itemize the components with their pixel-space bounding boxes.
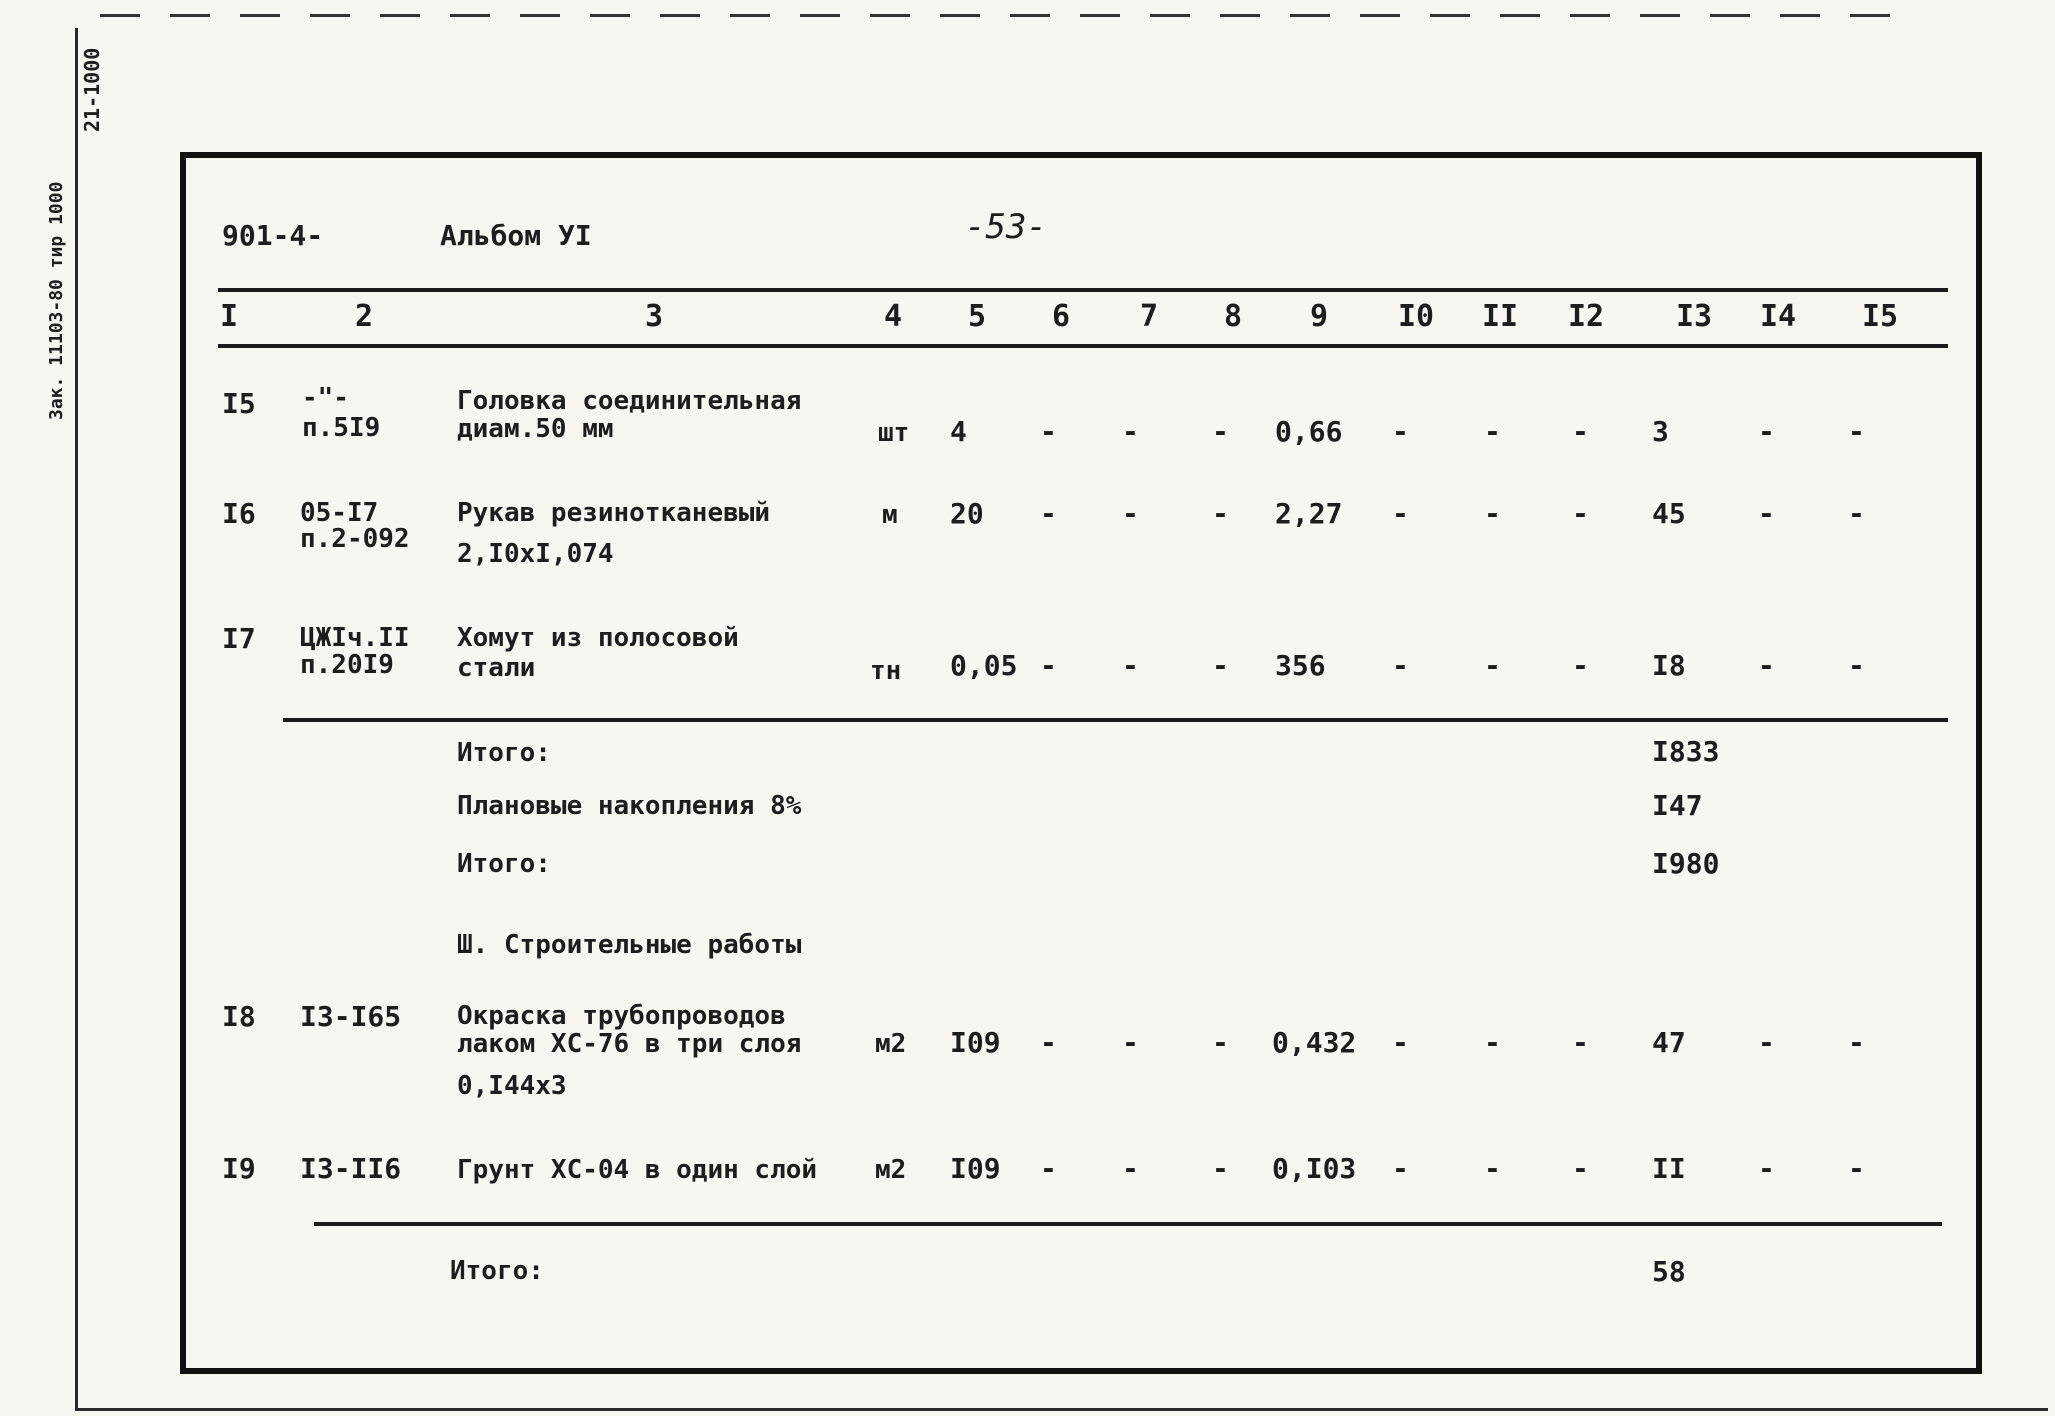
row-c8: - bbox=[1212, 649, 1229, 682]
row-qty: 0,05 bbox=[950, 649, 1018, 682]
subtotal-rule bbox=[283, 718, 1948, 722]
row-c11: - bbox=[1484, 497, 1501, 530]
total-label: Итого: bbox=[457, 849, 551, 879]
col-11: II bbox=[1482, 299, 1519, 334]
header-rule-bottom bbox=[218, 344, 1948, 348]
row-c10: - bbox=[1392, 497, 1409, 530]
row-name-line1: Рукав резинотканевый bbox=[457, 498, 771, 528]
row-name-line1: Окраска трубопроводов bbox=[457, 1001, 786, 1031]
row-c11: - bbox=[1484, 1152, 1501, 1185]
subtotal-label: Итого: bbox=[457, 738, 551, 768]
row-c15: - bbox=[1848, 1026, 1865, 1059]
row-name-line2: 2,I0хI,074 bbox=[457, 539, 614, 569]
col-1: I bbox=[220, 299, 239, 334]
col-3: 3 bbox=[645, 299, 664, 334]
col-8: 8 bbox=[1224, 299, 1243, 334]
row-c12: - bbox=[1572, 649, 1589, 682]
row-code: I3-I65 bbox=[300, 1000, 402, 1033]
row-c11: - bbox=[1484, 415, 1501, 448]
row-unit: м bbox=[882, 500, 898, 530]
row-number: I7 bbox=[222, 622, 256, 655]
row-price: 0,432 bbox=[1272, 1026, 1357, 1059]
row-unit: тн bbox=[870, 656, 902, 686]
row-c10: - bbox=[1392, 415, 1409, 448]
col-9: 9 bbox=[1310, 299, 1329, 334]
col-6: 6 bbox=[1052, 299, 1071, 334]
row-price: 0,66 bbox=[1275, 415, 1343, 448]
final-total-value: 58 bbox=[1652, 1255, 1686, 1288]
final-rule bbox=[314, 1222, 1942, 1226]
row-name-line1: Грунт ХС-04 в один слой bbox=[457, 1155, 818, 1185]
row-unit: шт bbox=[878, 418, 910, 448]
row-name-line2: стали bbox=[457, 653, 536, 683]
row-total: I8 bbox=[1652, 649, 1686, 682]
col-5: 5 bbox=[968, 299, 987, 334]
col-14: I4 bbox=[1760, 299, 1797, 334]
row-unit: м2 bbox=[875, 1029, 907, 1059]
row-c8: - bbox=[1212, 1026, 1229, 1059]
row-name-line1: Хомут из полосовой bbox=[457, 623, 739, 653]
row-c8: - bbox=[1212, 1152, 1229, 1185]
doc-code: 901-4- bbox=[222, 219, 324, 252]
row-name-line2: лаком ХС-76 в три слоя bbox=[457, 1029, 802, 1059]
row-unit: м2 bbox=[875, 1155, 907, 1185]
row-c12: - bbox=[1572, 1026, 1589, 1059]
planned-accumulation-value: I47 bbox=[1652, 789, 1703, 822]
row-qty: 4 bbox=[950, 415, 967, 448]
row-total: 47 bbox=[1652, 1026, 1686, 1059]
row-code-line2: п.5I9 bbox=[302, 413, 381, 443]
final-total-label: Итого: bbox=[450, 1256, 544, 1286]
subtotal-value: I833 bbox=[1652, 735, 1720, 768]
col-15: I5 bbox=[1862, 299, 1899, 334]
col-2: 2 bbox=[355, 299, 374, 334]
row-code-line1: -"- bbox=[302, 383, 349, 413]
planned-accumulation-label: Плановые накопления 8% bbox=[457, 791, 802, 821]
row-name-line1: Головка соединительная bbox=[457, 386, 802, 416]
row-total: II bbox=[1652, 1152, 1686, 1185]
row-price: 2,27 bbox=[1275, 497, 1343, 530]
row-number: I8 bbox=[222, 1000, 256, 1033]
col-7: 7 bbox=[1140, 299, 1159, 334]
row-c14: - bbox=[1758, 1152, 1775, 1185]
row-code: I3-II6 bbox=[300, 1152, 402, 1185]
row-c6: - bbox=[1040, 649, 1057, 682]
row-number: I5 bbox=[222, 387, 256, 420]
row-number: I9 bbox=[222, 1152, 256, 1185]
row-c7: - bbox=[1122, 1152, 1139, 1185]
row-c10: - bbox=[1392, 649, 1409, 682]
row-c6: - bbox=[1040, 497, 1057, 530]
row-code-line1: ЦЖIч.II bbox=[300, 623, 410, 653]
row-c7: - bbox=[1122, 497, 1139, 530]
page-number: -53- bbox=[965, 207, 1047, 247]
row-c6: - bbox=[1040, 1152, 1057, 1185]
row-c12: - bbox=[1572, 497, 1589, 530]
row-code-line2: п.2-092 bbox=[300, 524, 410, 554]
row-c6: - bbox=[1040, 1026, 1057, 1059]
side-stamp-1: 21-1000 bbox=[80, 47, 104, 132]
row-c11: - bbox=[1484, 649, 1501, 682]
row-c7: - bbox=[1122, 1026, 1139, 1059]
header-rule-top bbox=[218, 288, 1948, 292]
row-c11: - bbox=[1484, 1026, 1501, 1059]
side-stamp-2: Зак. 11103-80 тир 1000 bbox=[46, 181, 67, 420]
col-10: I0 bbox=[1398, 299, 1435, 334]
row-c7: - bbox=[1122, 649, 1139, 682]
row-c8: - bbox=[1212, 497, 1229, 530]
row-c15: - bbox=[1848, 415, 1865, 448]
col-4: 4 bbox=[884, 299, 903, 334]
row-c14: - bbox=[1758, 1026, 1775, 1059]
row-c15: - bbox=[1848, 1152, 1865, 1185]
section-title: Ш. Строительные работы bbox=[457, 930, 802, 960]
row-c14: - bbox=[1758, 415, 1775, 448]
row-c15: - bbox=[1848, 649, 1865, 682]
row-c15: - bbox=[1848, 497, 1865, 530]
row-c10: - bbox=[1392, 1152, 1409, 1185]
row-code-line1: 05-I7 bbox=[300, 498, 379, 528]
top-edge-line bbox=[100, 14, 1900, 17]
row-c12: - bbox=[1572, 1152, 1589, 1185]
row-price: 0,I03 bbox=[1272, 1152, 1357, 1185]
row-c7: - bbox=[1122, 415, 1139, 448]
row-c6: - bbox=[1040, 415, 1057, 448]
row-name-line2: диам.50 мм bbox=[457, 414, 614, 444]
row-price: 356 bbox=[1275, 649, 1326, 682]
row-number: I6 bbox=[222, 497, 256, 530]
row-qty: 20 bbox=[950, 497, 984, 530]
row-c10: - bbox=[1392, 1026, 1409, 1059]
row-name-line3: 0,I44х3 bbox=[457, 1071, 567, 1101]
row-total: 45 bbox=[1652, 497, 1686, 530]
total-value: I980 bbox=[1652, 847, 1720, 880]
album-title: Альбом УІ bbox=[440, 219, 592, 252]
row-c8: - bbox=[1212, 415, 1229, 448]
row-total: 3 bbox=[1652, 415, 1669, 448]
col-13: I3 bbox=[1676, 299, 1713, 334]
row-c14: - bbox=[1758, 649, 1775, 682]
row-c14: - bbox=[1758, 497, 1775, 530]
row-code-line2: п.20I9 bbox=[300, 650, 394, 680]
col-12: I2 bbox=[1568, 299, 1605, 334]
row-qty: I09 bbox=[950, 1152, 1001, 1185]
row-c12: - bbox=[1572, 415, 1589, 448]
row-qty: I09 bbox=[950, 1026, 1001, 1059]
